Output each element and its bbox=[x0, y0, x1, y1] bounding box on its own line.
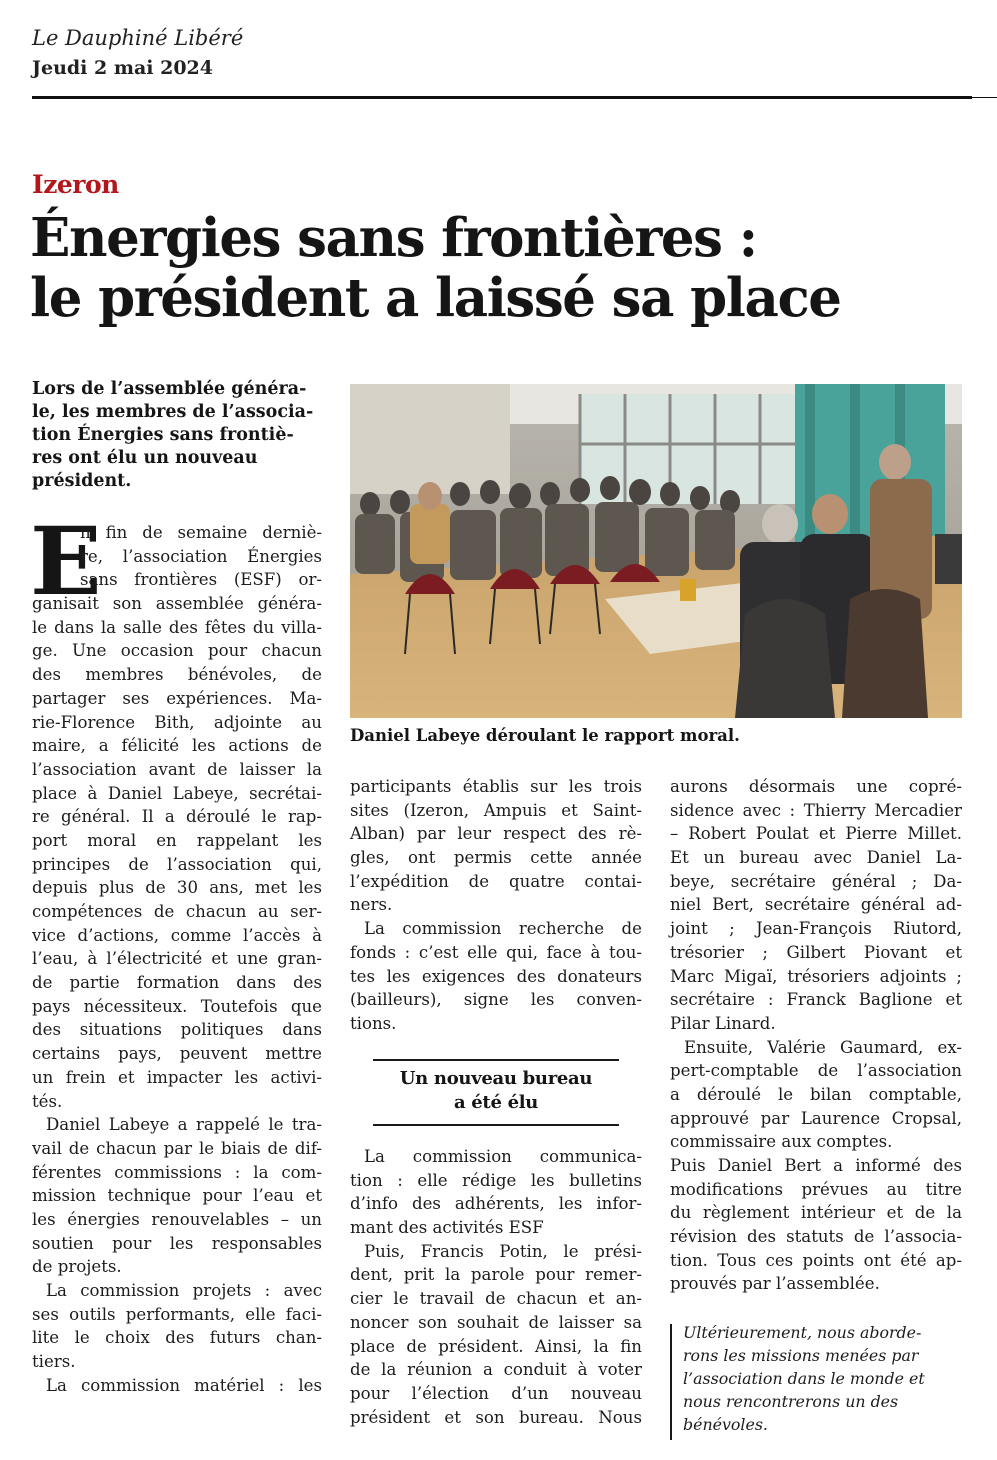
body-line: Alban) par leur respect des rè- bbox=[350, 824, 642, 844]
body-line: La commission matériel : les bbox=[46, 1375, 322, 1395]
body-line: ge. Une occasion pour chacun bbox=[32, 641, 322, 661]
body-line: ganisait son assemblée généra- bbox=[32, 594, 322, 614]
body-line: ners. bbox=[350, 895, 393, 915]
body-line: sans frontières (ESF) or- bbox=[80, 570, 322, 590]
body-line: depuis plus de 30 ans, met les bbox=[32, 878, 322, 898]
body-line: beye, secrétaire général ; Da- bbox=[670, 871, 962, 891]
body-line: principes de l’association qui, bbox=[32, 854, 322, 874]
body-line: re, l’association Énergies bbox=[80, 546, 322, 566]
body-line: n fin de semaine derniè- bbox=[80, 523, 322, 542]
closing-note bbox=[683, 1321, 963, 1436]
body-line: commissaire aux comptes. bbox=[670, 1132, 893, 1152]
body-line: (bailleurs), signe les conven- bbox=[350, 990, 642, 1010]
body-line: La commission communica- bbox=[364, 1147, 642, 1166]
meeting-photo-illustration bbox=[350, 384, 962, 718]
note-line: Ultérieurement, nous aborde- bbox=[683, 1323, 922, 1342]
body-line: Daniel Labeye a rappelé le tra- bbox=[46, 1115, 322, 1135]
note-line: l’association dans le monde et bbox=[683, 1369, 925, 1388]
body-line: tions. bbox=[350, 1013, 397, 1033]
body-line: modifications prévues au titre bbox=[670, 1179, 962, 1199]
body-line: approuvé par Laurence Cropsal, bbox=[670, 1108, 962, 1128]
body-line: révision des statuts de l’associa- bbox=[670, 1227, 962, 1247]
lede-line: président. bbox=[32, 471, 132, 491]
body-line: tiers. bbox=[32, 1352, 76, 1372]
lede-line: Lors de l’assemblée généra- bbox=[32, 379, 307, 399]
subhead-rule-top bbox=[373, 1059, 619, 1061]
body-line: l’eau, à l’électricité et une gran- bbox=[32, 949, 322, 969]
body-line: des membres bénévoles, de bbox=[32, 665, 322, 685]
body-line: tés. bbox=[32, 1091, 63, 1111]
body-line: noncer son souhait de laisser sa bbox=[350, 1312, 642, 1332]
body-line: de projets. bbox=[32, 1257, 122, 1277]
body-line: mission technique pour l’eau et bbox=[32, 1186, 322, 1206]
body-line: vice d’actions, comme l’accès à bbox=[32, 925, 322, 945]
body-line: – Robert Poulat et Pierre Millet. bbox=[670, 824, 962, 844]
body-line: du règlement intérieur et de la bbox=[670, 1203, 962, 1223]
body-line: Puis Daniel Bert a informé des bbox=[670, 1156, 962, 1175]
body-line: niel Bert, secrétaire général ad- bbox=[670, 895, 962, 915]
body-line: de la réunion a conduit à voter bbox=[350, 1360, 642, 1380]
article-title bbox=[30, 208, 970, 328]
body-line: participants établis sur les trois bbox=[350, 777, 642, 796]
article-photo bbox=[350, 384, 962, 718]
body-line: cier le travail de chacun et an- bbox=[350, 1289, 642, 1309]
body-line: compétences de chacun au ser- bbox=[32, 902, 322, 921]
body-line: tes les exigences des donateurs bbox=[350, 966, 642, 986]
article-column-2 bbox=[350, 775, 642, 1036]
body-line: joint ; Jean-François Riutord, bbox=[670, 919, 962, 939]
body-line: port moral en rappelant les bbox=[32, 830, 322, 850]
body-line: mant des activités ESF bbox=[350, 1218, 544, 1238]
note-line: bénévoles. bbox=[683, 1415, 768, 1434]
drop-cap: E bbox=[30, 507, 102, 617]
header-rule-tail bbox=[960, 97, 997, 98]
body-line: Marc Migaï, trésoriers adjoints ; bbox=[670, 966, 962, 986]
body-line: Puis, Francis Potin, le prési- bbox=[364, 1241, 642, 1261]
body-line: tion. Tous ces points ont été ap- bbox=[670, 1250, 962, 1270]
body-line: dent, prit la parole pour remer- bbox=[350, 1265, 642, 1285]
body-line: La commission projets : avec bbox=[46, 1281, 322, 1300]
body-line: Ensuite, Valérie Gaumard, ex- bbox=[684, 1037, 962, 1057]
body-line: fonds : c’est elle qui, face à tou- bbox=[350, 942, 642, 962]
body-line: ses outils performants, elle faci- bbox=[32, 1304, 322, 1324]
publication-name: Le Dauphiné Libéré bbox=[32, 26, 244, 50]
body-line: d’info des adhérents, les infor- bbox=[350, 1194, 642, 1214]
title-line: le président a laissé sa place bbox=[30, 267, 841, 329]
body-line: l’expédition de quatre contai- bbox=[350, 871, 642, 891]
body-line: un frein et impacter les activi- bbox=[32, 1067, 322, 1087]
body-line: partager ses expériences. Ma- bbox=[32, 688, 322, 708]
body-line: La commission recherche de bbox=[364, 919, 642, 939]
body-line: place à Daniel Labeye, secrétai- bbox=[32, 783, 322, 803]
article-rubric: Izeron bbox=[32, 170, 119, 199]
body-line: les énergies renouvelables – un bbox=[32, 1209, 322, 1229]
body-line: a déroulé le bilan comptable, bbox=[670, 1084, 962, 1104]
body-line: Et un bureau avec Daniel La- bbox=[670, 848, 962, 868]
subhead-line: a été élu bbox=[453, 1092, 539, 1113]
body-line: prouvés par l’assemblée. bbox=[670, 1274, 880, 1294]
body-line: maire, a félicité les actions de bbox=[32, 736, 322, 756]
note-bar bbox=[670, 1324, 672, 1440]
body-line: soutien pour les responsables bbox=[32, 1233, 322, 1253]
body-line: sidence avec : Thierry Mercadier bbox=[670, 800, 962, 820]
note-line: rons les missions menées par bbox=[683, 1346, 919, 1365]
header-rule bbox=[32, 96, 972, 99]
body-line: l’association avant de laisser la bbox=[32, 759, 322, 779]
body-line: le dans la salle des fêtes du villa- bbox=[32, 617, 322, 637]
body-line: président et son bureau. Nous bbox=[350, 1407, 642, 1427]
body-line: vail de chacun par le biais de dif- bbox=[32, 1138, 322, 1158]
lede-line: le, les membres de l’associa- bbox=[32, 402, 314, 422]
article-column-3 bbox=[670, 775, 962, 1296]
photo-caption: Daniel Labeye déroulant le rapport moral. bbox=[350, 726, 740, 745]
article-column-1 bbox=[30, 507, 322, 1397]
body-line: pert-comptable de l’association bbox=[670, 1061, 962, 1081]
subhead-line: Un nouveau bureau bbox=[399, 1068, 593, 1089]
body-line: Pilar Linard. bbox=[670, 1013, 776, 1033]
lede-line: res ont élu un nouveau bbox=[32, 448, 258, 468]
body-line: secrétaire : Franck Baglione et bbox=[670, 990, 962, 1010]
publication-date: Jeudi 2 mai 2024 bbox=[32, 57, 213, 79]
body-line: sites (Izeron, Ampuis et Saint- bbox=[350, 800, 642, 820]
subhead-rule-bottom bbox=[373, 1124, 619, 1126]
body-line: trésorier ; Gilbert Piovant et bbox=[670, 942, 962, 962]
body-line: pour l’élection d’un nouveau bbox=[350, 1383, 642, 1403]
body-line: place de président. Ainsi, la fin bbox=[350, 1336, 642, 1356]
body-line: rie-Florence Bith, adjointe au bbox=[32, 712, 322, 732]
body-line: férentes commissions : la com- bbox=[32, 1162, 322, 1182]
note-line: nous rencontrerons un des bbox=[683, 1392, 899, 1411]
lede-line: tion Énergies sans frontiè- bbox=[32, 425, 294, 445]
title-line: Énergies sans frontières : bbox=[30, 207, 757, 269]
body-line: pays nécessiteux. Toutefois que bbox=[32, 996, 322, 1016]
body-line: des situations politiques dans bbox=[32, 1020, 322, 1040]
body-line: lite le choix des futurs chan- bbox=[32, 1328, 322, 1348]
article-column-2-continued bbox=[350, 1145, 642, 1429]
body-line: de partie formation dans des bbox=[32, 973, 322, 993]
body-line: re général. Il a déroulé le rap- bbox=[32, 807, 322, 827]
article-lede bbox=[32, 378, 332, 493]
body-line: aurons désormais une copré- bbox=[670, 777, 962, 796]
body-line: tion : elle rédige les bulletins bbox=[350, 1170, 642, 1190]
section-subheading bbox=[373, 1067, 619, 1115]
body-line: certains pays, peuvent mettre bbox=[32, 1044, 322, 1064]
body-line: gles, ont permis cette année bbox=[350, 848, 642, 868]
